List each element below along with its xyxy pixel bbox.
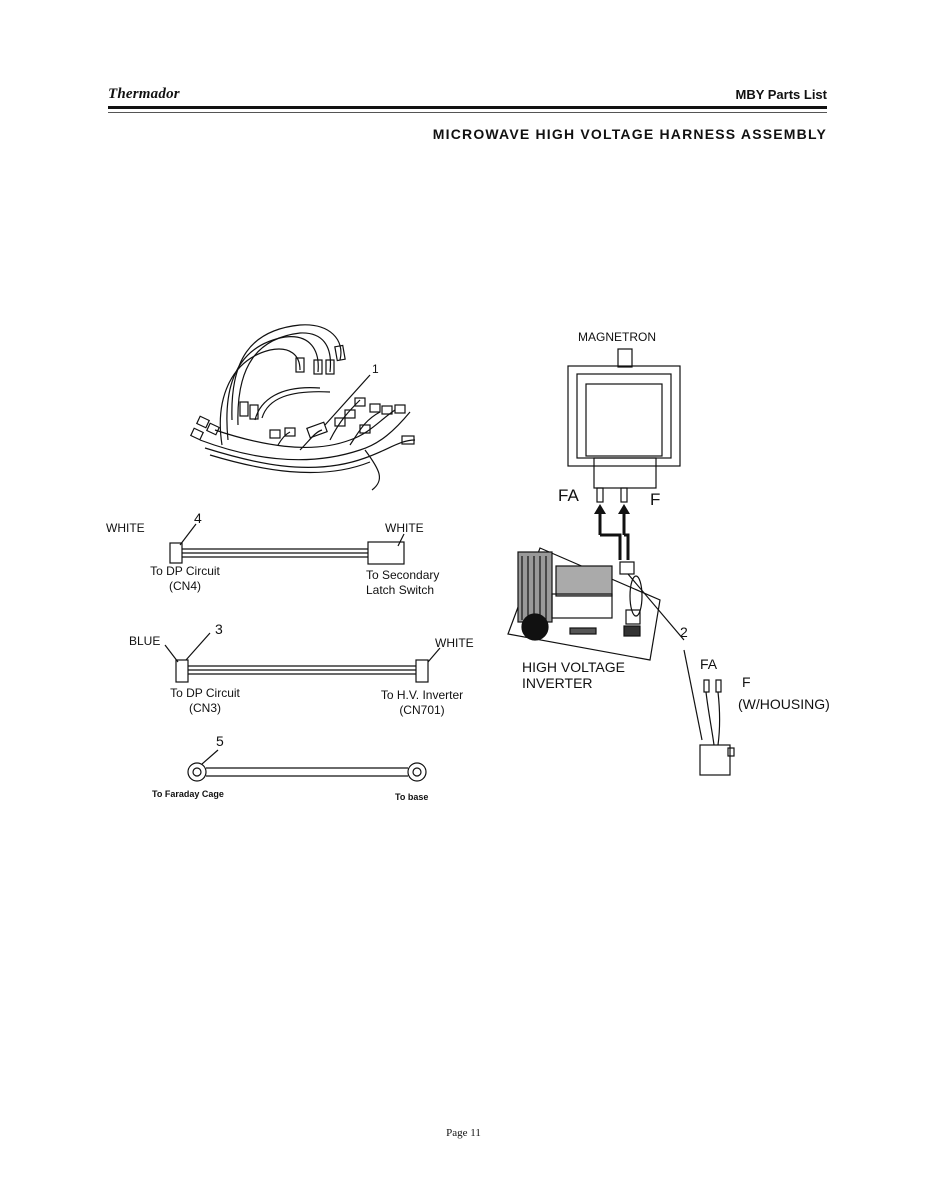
brand-logo: Thermador [108, 86, 180, 102]
inverter-label-line1: HIGH VOLTAGE [522, 659, 625, 675]
harness4-left-dest-line2: (CN4) [169, 579, 201, 593]
harness5-left-dest: To Faraday Cage [152, 789, 224, 799]
callout-4: 4 [194, 510, 202, 526]
harness4-left-dest-line1: To DP Circuit [150, 564, 220, 578]
section-title: MICROWAVE HIGH VOLTAGE HARNESS ASSEMBLY [432, 126, 827, 142]
harness3-right-dest-line2: (CN701) [399, 703, 445, 717]
housing-note: (W/HOUSING) [738, 696, 830, 712]
housing-f-label: F [742, 674, 751, 690]
callout-5: 5 [216, 733, 224, 749]
ground-strap-part-5 [188, 750, 426, 781]
inverter-label-line2: INVERTER [522, 675, 593, 691]
magnetron-drawing [568, 349, 680, 502]
harness3-left-dest [150, 686, 260, 716]
harness4-right-dest-line2: Latch Switch [366, 583, 435, 597]
page-number: Page 11 [446, 1127, 481, 1139]
housing-fa-label: FA [700, 656, 718, 672]
magnetron-title: MAGNETRON [578, 330, 656, 344]
harness5-right-dest: To base [395, 792, 429, 802]
harness3-right-dest-line1: To H.V. Inverter [380, 688, 464, 702]
harness3-left-dest-line1: To DP Circuit [170, 686, 240, 700]
magnetron-fa-label: FA [558, 486, 579, 505]
harness3-right-color: WHITE [435, 636, 474, 650]
callout-2: 2 [680, 624, 688, 640]
harness4-left-color: WHITE [106, 521, 145, 535]
harness3-left-dest-line2: (CN3) [189, 701, 221, 715]
magnetron-f-label: F [650, 490, 661, 509]
harness3-left-color: BLUE [129, 634, 161, 648]
harness4-right-color: WHITE [385, 521, 424, 535]
harness-part-4 [170, 524, 404, 564]
harness3-right-dest [364, 688, 480, 718]
harness-part-3 [165, 633, 440, 682]
callout-1: 1 [372, 362, 379, 376]
wire-bundle-part-1 [191, 325, 415, 490]
harness4-right-dest [366, 568, 439, 598]
document-title: MBY Parts List [735, 87, 827, 102]
inverter-label [522, 659, 625, 691]
callout-3: 3 [215, 621, 223, 637]
inverter-board-drawing [508, 548, 684, 660]
harness4-left-dest [130, 564, 240, 594]
lead-arrows [600, 512, 628, 560]
harness4-right-dest-line1: To Secondary [366, 568, 440, 582]
